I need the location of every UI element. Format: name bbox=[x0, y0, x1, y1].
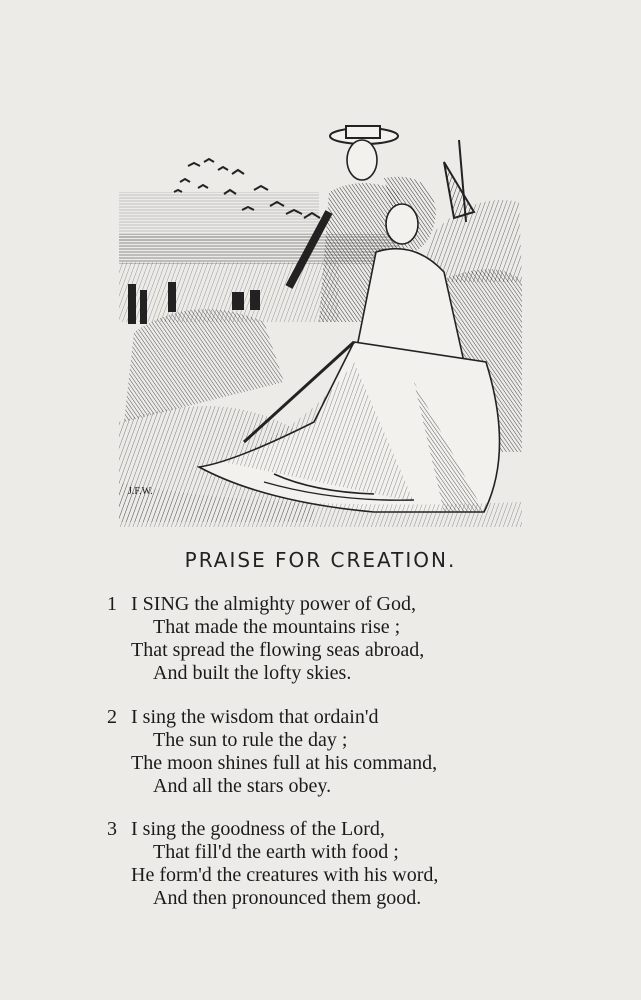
stanza-line: The sun to rule the day ; bbox=[153, 729, 348, 751]
stanza-line: That made the mountains rise ; bbox=[153, 616, 401, 638]
stanza-number: 2 bbox=[107, 706, 117, 728]
stanza-line: That spread the flowing seas abroad, bbox=[131, 639, 425, 661]
stanza-line: I SING the almighty power of God, bbox=[131, 593, 416, 615]
stanza-number: 3 bbox=[107, 818, 117, 840]
stanza-line: And built the lofty skies. bbox=[153, 662, 352, 684]
stanza-line: I sing the goodness of the Lord, bbox=[131, 818, 385, 840]
seaside-engraving-icon bbox=[114, 122, 526, 530]
stanza-number: 1 bbox=[107, 593, 117, 615]
stanza-line: And all the stars obey. bbox=[153, 775, 332, 797]
stanza-line: The moon shines full at his command, bbox=[131, 752, 438, 774]
engraver-signature: J.F.W. bbox=[128, 486, 153, 497]
engraving-illustration bbox=[114, 122, 526, 530]
stanza-line: That fill'd the earth with food ; bbox=[153, 841, 399, 863]
hymn-title: PRAISE FOR CREATION. bbox=[184, 548, 457, 572]
stanza-line: And then pronounced them good. bbox=[153, 887, 422, 909]
stanza-line: I sing the wisdom that ordain'd bbox=[131, 706, 379, 728]
stanza-line: He form'd the creatures with his word, bbox=[131, 864, 439, 886]
